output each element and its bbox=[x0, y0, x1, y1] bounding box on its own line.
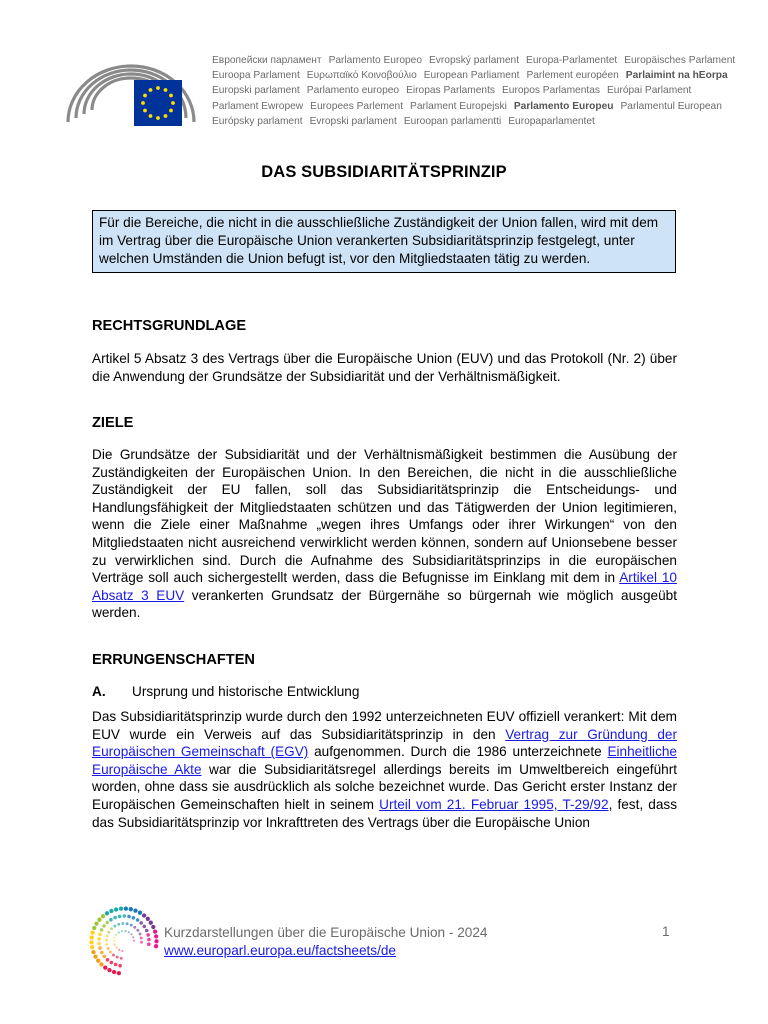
logo-dot bbox=[121, 922, 124, 925]
link-urteil-t-29-92[interactable]: Urteil vom 21. Februar 1995, T-29/92 bbox=[379, 796, 609, 812]
text-run: , fest, dass das Subsidiaritätsprinzip vor Inkrafttreten des Vertrags über die Europäische Union bbox=[92, 796, 678, 830]
logo-dot bbox=[115, 947, 117, 949]
logo-dot bbox=[133, 940, 135, 942]
logo-dot bbox=[112, 954, 115, 957]
parliament-name-row bbox=[212, 53, 736, 68]
parliament-name: Europaparlamentet bbox=[508, 115, 595, 127]
parliament-name: Parlament Europejski bbox=[410, 100, 507, 112]
logo-dot bbox=[117, 971, 121, 975]
logo-dot bbox=[118, 915, 122, 919]
logo-dot bbox=[97, 918, 101, 922]
subsection-letter: A. bbox=[92, 684, 106, 699]
section-body-ziele bbox=[92, 446, 677, 622]
parliament-name: Europa-Parlamentet bbox=[526, 55, 618, 66]
logo-dot bbox=[126, 922, 129, 925]
logo-dot bbox=[132, 936, 134, 938]
logo-dot bbox=[127, 915, 131, 919]
page-number: 1 bbox=[662, 924, 670, 939]
parliament-name: Europski parlament bbox=[212, 85, 300, 97]
logo-dot bbox=[107, 968, 111, 972]
logo-dot bbox=[97, 937, 101, 941]
text-run: Das Subsidiaritätsprinzip wurde durch den 1992 unterzeichneten EUV offiziell verankert: Mit dem EUV wurde ein Verweis auf das Subsidiaritätsprinzip in den bbox=[92, 709, 677, 742]
parliament-name: Europäisches Parlament bbox=[624, 55, 736, 66]
logo-dot bbox=[128, 931, 130, 933]
logo-dot bbox=[136, 918, 140, 922]
eu-star-icon bbox=[164, 114, 168, 118]
logo-dot bbox=[124, 930, 126, 932]
logo-dot bbox=[145, 929, 149, 933]
parliament-name: Европейски парламент bbox=[212, 55, 322, 66]
logo-dot bbox=[140, 941, 143, 944]
eu-star-icon bbox=[141, 101, 145, 105]
eu-star-icon bbox=[171, 101, 175, 105]
logo-dot bbox=[149, 921, 153, 925]
logo-dot bbox=[116, 956, 119, 959]
logo-dot bbox=[98, 933, 102, 937]
logo-dot bbox=[92, 926, 96, 930]
parliament-name: Eiropas Parlaments bbox=[406, 85, 496, 97]
parliament-name: Ευρωπαϊκό Κοινοβούλιο bbox=[306, 70, 417, 82]
parliament-name: Európsky parlament bbox=[212, 115, 303, 127]
parliament-name-list bbox=[212, 53, 736, 129]
parliament-name-row bbox=[212, 83, 732, 98]
text-run: verankerten Grundsatz der Bürgernähe so bürgernah wie möglich ausgeübt werden. bbox=[92, 587, 677, 621]
logo-dot bbox=[105, 943, 108, 946]
logo-dot bbox=[110, 927, 113, 930]
logo-dot bbox=[113, 940, 115, 942]
footer-text bbox=[164, 924, 487, 960]
logo-dot bbox=[147, 938, 151, 942]
parliament-name: Evropský parlament bbox=[429, 55, 520, 66]
logo-dot bbox=[130, 924, 133, 927]
logo-dot bbox=[100, 951, 104, 955]
logo-dot bbox=[146, 933, 150, 937]
logo-dot bbox=[154, 944, 158, 948]
factsheets-logo bbox=[88, 905, 160, 977]
paragraph bbox=[92, 446, 677, 622]
logo-dot bbox=[121, 930, 123, 932]
logo-dot bbox=[109, 951, 112, 954]
parliament-name-row bbox=[212, 114, 732, 129]
logo-dot bbox=[103, 965, 107, 969]
eu-star-icon bbox=[169, 109, 173, 113]
parliament-name: Európai Parlament bbox=[606, 85, 692, 97]
logo-dot bbox=[130, 933, 132, 935]
subsection-heading bbox=[92, 684, 359, 699]
logo-dot bbox=[114, 907, 118, 911]
logo-dot bbox=[129, 907, 133, 911]
footer-link[interactable]: www.europarl.europa.eu/factsheets/de bbox=[164, 943, 396, 958]
logo-dot bbox=[105, 939, 108, 942]
section-heading-ziele: ZIELE bbox=[92, 415, 134, 431]
logo-dot bbox=[154, 934, 158, 938]
logo-dot bbox=[113, 937, 115, 939]
footer-title: Kurzdarstellungen über die Europäische Union - 2024 bbox=[164, 925, 488, 940]
logo-dot bbox=[106, 958, 110, 962]
eu-star-icon bbox=[156, 116, 160, 120]
logo-dot bbox=[121, 950, 123, 952]
logo-dot bbox=[119, 906, 123, 910]
parliament-name: Parlement européen bbox=[526, 70, 619, 82]
logo-dot bbox=[123, 914, 127, 918]
link-einheitliche-akte[interactable]: Einheitliche Europäische Akte bbox=[92, 744, 677, 777]
eu-star-icon bbox=[156, 86, 160, 90]
parliament-name: European Parliament bbox=[423, 70, 520, 82]
logo-dot bbox=[115, 934, 117, 936]
logo-dot bbox=[139, 921, 143, 925]
parliament-name-row bbox=[212, 68, 732, 83]
logo-dot bbox=[113, 925, 116, 928]
logo-dot bbox=[142, 913, 146, 917]
parliament-name: Parlamento europeo bbox=[306, 85, 400, 97]
eu-star-icon bbox=[149, 88, 153, 92]
logo-dot bbox=[132, 916, 136, 920]
section-body-errungenschaften bbox=[92, 708, 677, 831]
logo-dot bbox=[90, 930, 94, 934]
parliament-name: Europees Parlement bbox=[310, 100, 404, 112]
logo-dot bbox=[118, 931, 120, 933]
logo-dot bbox=[114, 944, 116, 946]
parliament-name: Europos Parlamentas bbox=[502, 85, 600, 97]
logo-dot bbox=[98, 946, 102, 950]
parliament-name: Parlamento Europeu bbox=[513, 100, 614, 112]
summary-box: Für die Bereiche, die nicht in die ausschließliche Zuständigkeit der Union fallen, wird mit dem im Vertrag über die Europäische Union verankerten Subsidiaritätsprinzip festgelegt, unter welchen Umständen die Union befugt ist, vor den Mitgliedstaaten tätig zu werden. bbox=[92, 210, 676, 273]
logo-dot bbox=[139, 932, 142, 935]
link-artikel-10-euv[interactable]: Artikel 10 Absatz 3 EUV bbox=[92, 570, 677, 603]
eu-star-icon bbox=[143, 109, 147, 113]
logo-dot bbox=[124, 906, 128, 910]
page-title: DAS SUBSIDIARITÄTSPRINZIP bbox=[261, 163, 507, 181]
section-heading-errungenschaften: ERRUNGENSCHAFTEN bbox=[92, 652, 255, 668]
parliament-name-row bbox=[212, 99, 732, 114]
page-header bbox=[0, 0, 768, 140]
logo-dot bbox=[153, 929, 157, 933]
text-run: aufgenommen. Durch die 1986 unterzeichnete bbox=[308, 744, 608, 760]
logo-dot bbox=[133, 908, 137, 912]
logo-dot bbox=[154, 939, 158, 943]
logo-dot bbox=[97, 942, 101, 946]
paragraph bbox=[92, 708, 677, 831]
logo-dot bbox=[105, 911, 109, 915]
logo-dot bbox=[118, 964, 122, 968]
european-parliament-logo bbox=[62, 48, 200, 130]
logo-dot bbox=[118, 949, 120, 951]
text-run: war die Subsidiaritätsregel allerdings bereits im Umweltbereich eingeführt worden, ohne dass sie ausdrücklich als solche bezeichnet wurde. Das Gericht erster Instanz der Europäischen Gemeinschaften hielt in seinem bbox=[92, 761, 678, 812]
logo-dot bbox=[140, 937, 143, 940]
logo-dot bbox=[105, 921, 109, 925]
logo-dot bbox=[113, 916, 117, 920]
logo-dot bbox=[94, 921, 98, 925]
logo-dot bbox=[90, 935, 94, 939]
logo-dot bbox=[107, 931, 110, 934]
logo-dot bbox=[143, 925, 147, 929]
logo-dot bbox=[93, 954, 97, 958]
logo-dot bbox=[90, 945, 94, 949]
logo-dot bbox=[151, 925, 155, 929]
logo-dot bbox=[110, 961, 114, 965]
eu-star-icon bbox=[164, 88, 168, 92]
parliament-name: Parlaimint na hEorpa bbox=[625, 70, 728, 82]
section-heading-rechtsgrundlage: RECHTSGRUNDLAGE bbox=[92, 318, 247, 334]
logo-dot bbox=[89, 940, 93, 944]
logo-dot bbox=[147, 942, 151, 946]
text-run: Die Grundsätze der Subsidiarität und der Verhältnismäßigkeit bestimmen die Ausübung der Zuständigkeiten der Europäischen Union. In den Bereichen, die nicht in die ausschließliche Zuständigkeit der EU fallen, soll das Subsidiaritätsprinzip die Entscheidungs- und Handlungsfähigkeit der Mitgliedstaaten schützen und das Tätigwerden der Union legitimieren, wenn die Ziele einer Maßnahme „wegen ihres Umfangs oder ihrer Wirkungen“ von den Mitgliedstaaten nicht ausreichend verwirklicht werden können, sondern auf Unionsebene besser zu verwirklichen sind. Durch die Aufnahme des Subsidiaritätsprinzips in die europäischen Verträge soll auch sichergestellt werden, dass die Befugnisse im Einklang mit dem in bbox=[92, 447, 677, 586]
parliament-name: Parlament Ewropew bbox=[212, 100, 304, 112]
logo-dot bbox=[138, 911, 142, 915]
logo-dot bbox=[99, 962, 103, 966]
parliament-name: Parlamentul European bbox=[620, 100, 722, 112]
parliament-name: Evropski parlament bbox=[309, 115, 397, 127]
parliament-name: Parlamento Europeo bbox=[328, 55, 423, 66]
logo-dot bbox=[100, 928, 104, 932]
eu-star-icon bbox=[149, 114, 153, 118]
parliament-name: Euroopan parlamentti bbox=[403, 115, 502, 127]
logo-dot bbox=[114, 963, 118, 967]
link-egv[interactable]: Vertrag zur Gründung der Europäischen Gemeinschaft (EGV) bbox=[92, 726, 677, 760]
logo-dot bbox=[117, 923, 120, 926]
logo-dot bbox=[101, 914, 105, 918]
paragraph: Artikel 5 Absatz 3 des Vertrags über die Europäische Union (EUV) und das Protokoll (Nr. 2) über die Anwendung der Grundsätze der Subsidiarität und der Verhältnismäßigkeit. bbox=[92, 351, 677, 384]
parliament-name: Euroopa Parlament bbox=[212, 70, 300, 82]
logo-dot bbox=[133, 926, 136, 929]
logo-dot bbox=[136, 929, 139, 932]
logo-dot bbox=[109, 909, 113, 913]
logo-dot bbox=[102, 924, 106, 928]
logo-dot bbox=[103, 955, 107, 959]
logo-dot bbox=[112, 970, 116, 974]
logo-dot bbox=[106, 935, 109, 938]
logo-dot bbox=[109, 918, 113, 922]
logo-dot bbox=[146, 917, 150, 921]
eu-star-icon bbox=[169, 94, 173, 98]
logo-dot bbox=[120, 957, 123, 960]
subsection-title: Ursprung und historische Entwicklung bbox=[132, 684, 360, 699]
logo-dot bbox=[96, 959, 100, 963]
eu-star-icon bbox=[143, 94, 147, 98]
section-body-rechtsgrundlage bbox=[92, 350, 677, 385]
logo-dot bbox=[91, 950, 95, 954]
logo-dot bbox=[107, 947, 110, 950]
